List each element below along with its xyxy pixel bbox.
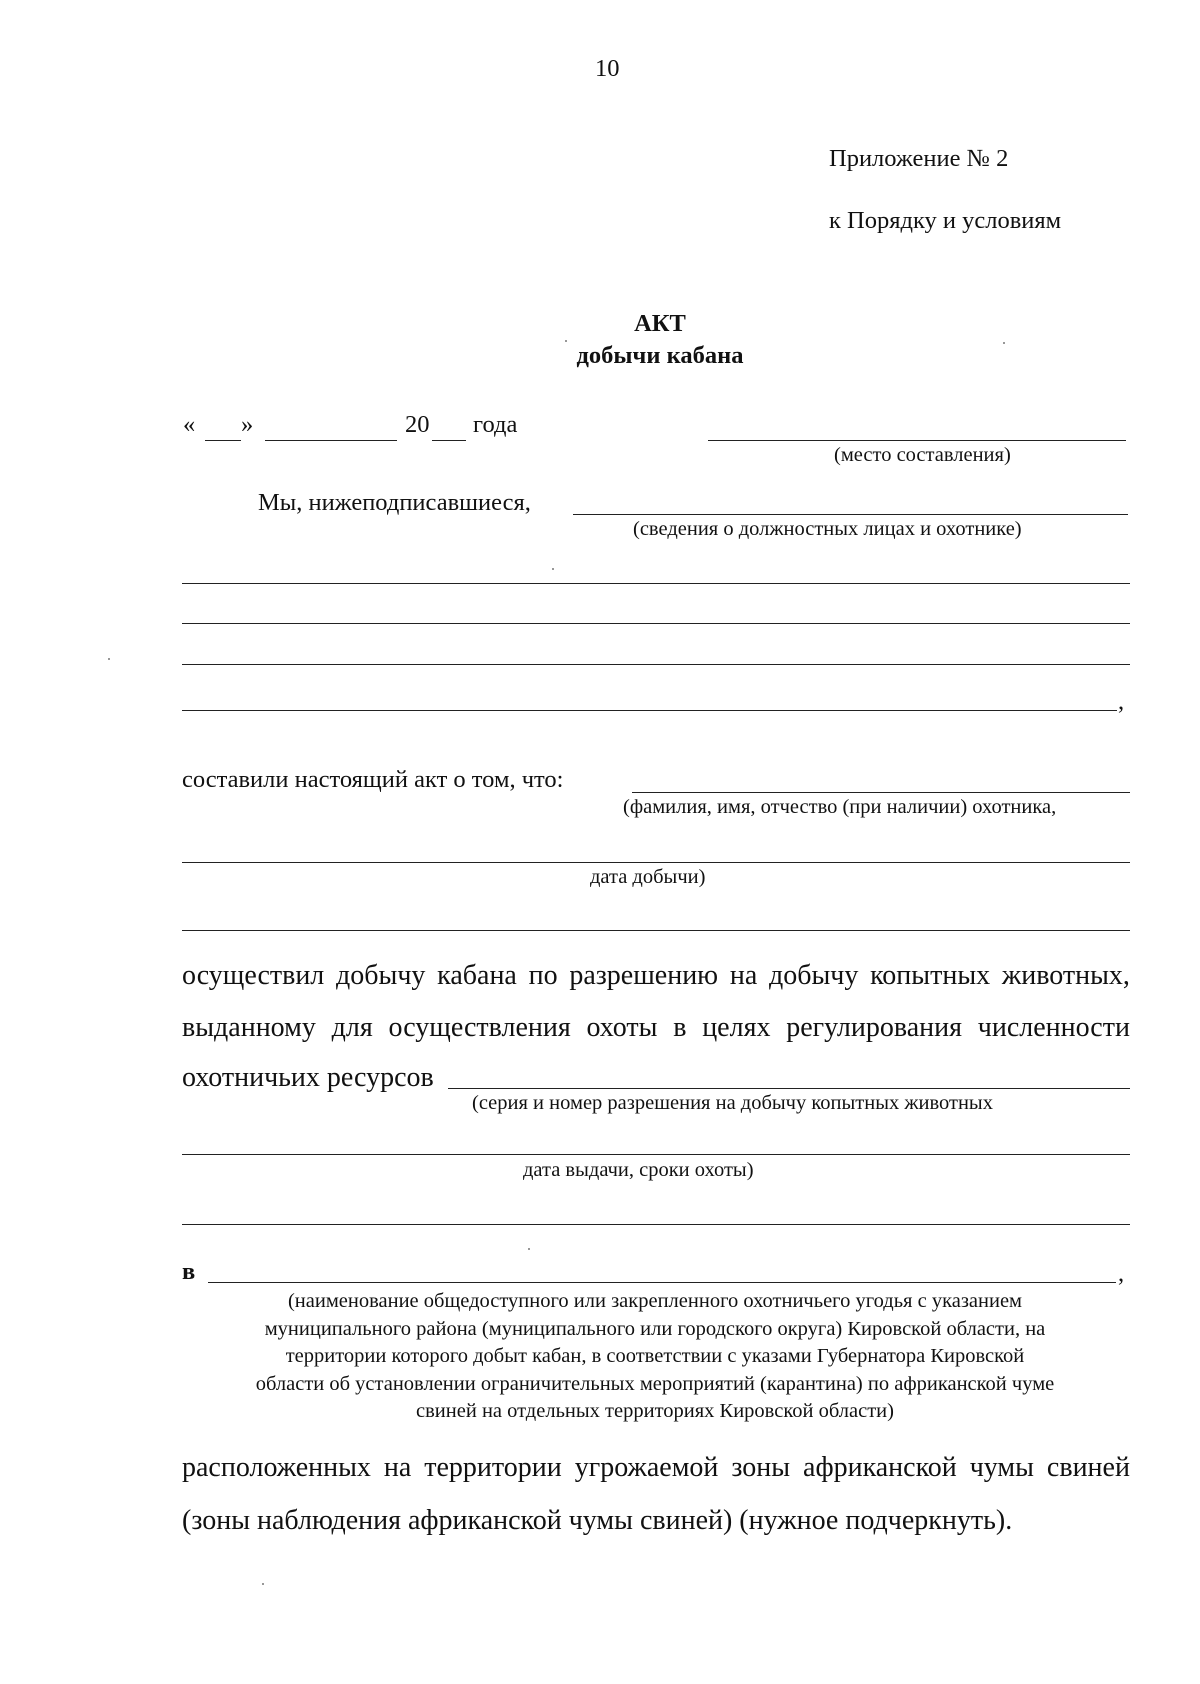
scan-speck — [1003, 342, 1005, 344]
word: добычу — [769, 960, 859, 991]
permit-issue-caption: дата выдачи, сроки охоты) — [523, 1159, 754, 1181]
location-comma: , — [1118, 1260, 1125, 1287]
year-suffix: года — [473, 411, 518, 438]
scan-speck — [528, 1248, 530, 1250]
location-blank-line — [208, 1282, 1116, 1283]
word: выданному — [182, 1012, 316, 1043]
location-caption-line: территории которого добыт кабан, в соответствии с указами Губернатора Кировской — [285, 1345, 1025, 1367]
location-caption-line: (наименование общедоступного или закрепленного охотничьего угодья с указанием — [287, 1290, 1023, 1312]
hunter-blank-line-2 — [182, 862, 1130, 863]
year-prefix: 20 — [405, 411, 430, 438]
act-label: составили настоящий акт о том, что: — [182, 766, 564, 793]
signers-blank-line-4 — [182, 664, 1130, 665]
document-subtitle: добычи кабана — [576, 342, 744, 369]
word: зоны — [731, 1452, 791, 1483]
location-caption-line: муниципального района (муниципального или городского округа) Кировской области, на — [264, 1317, 1046, 1340]
word: угрожаемой — [574, 1452, 719, 1483]
signers-comma: , — [1118, 688, 1125, 715]
word: на — [729, 960, 758, 991]
location-caption-line: свиней на отдельных территориях Кировской области) — [416, 1400, 894, 1422]
signers-label: Мы, нижеподписавшиеся, — [258, 489, 531, 516]
location-prefix: в — [182, 1258, 196, 1285]
signers-blank-line — [573, 514, 1128, 515]
appendix-title: Приложение № 2 — [829, 145, 1009, 172]
permit-blank-line-2 — [182, 1154, 1130, 1155]
word: территории — [424, 1452, 562, 1483]
date-quote-close: » — [241, 411, 254, 438]
permit-blank-line — [448, 1088, 1130, 1089]
word: кабана — [437, 960, 517, 991]
permit-label: охотничьих ресурсов — [182, 1062, 434, 1093]
date-quote-open: « — [183, 411, 196, 438]
place-blank-line — [708, 440, 1126, 441]
signers-blank-line-2 — [182, 583, 1130, 584]
hunter-blank-line-3 — [182, 930, 1130, 931]
scan-speck — [565, 340, 567, 342]
signers-blank-line-3 — [182, 623, 1130, 624]
document-title: АКТ — [634, 310, 686, 337]
scan-speck — [552, 568, 554, 570]
scan-speck — [262, 1583, 264, 1585]
paragraph-permit-line-1 — [182, 960, 1130, 992]
word: добычу — [336, 960, 426, 991]
word: по — [528, 960, 558, 991]
appendix-reference: к Порядку и условиям — [829, 207, 1062, 234]
hunter-caption: (фамилия, имя, отчество (при наличии) охотника, — [623, 796, 1057, 818]
place-caption: (место составления) — [834, 444, 1011, 466]
word: для — [331, 1012, 373, 1043]
word: целях — [702, 1012, 771, 1043]
word: копытных — [870, 960, 991, 991]
paragraph-zone-line-1 — [182, 1452, 1130, 1484]
word: чумы — [969, 1452, 1034, 1483]
location-caption — [170, 1288, 1140, 1426]
year-blank-line — [432, 440, 466, 441]
permit-caption: (серия и номер разрешения на добычу копытных животных — [472, 1092, 993, 1114]
word: африканской — [803, 1452, 957, 1483]
word: осуществил — [182, 960, 325, 991]
paragraph-permit-line-2 — [182, 1012, 1130, 1044]
day-blank-line — [205, 440, 241, 441]
signers-blank-line-5 — [182, 710, 1117, 711]
word: осуществления — [388, 1012, 571, 1043]
word: свиней — [1046, 1452, 1130, 1483]
harvest-date-caption: дата добычи) — [590, 866, 706, 888]
word: животных, — [1001, 960, 1130, 991]
location-caption-line: области об установлении ограничительных мероприятий (карантина) по африканской чуме — [255, 1372, 1055, 1395]
hunter-blank-line — [632, 792, 1130, 793]
page-number: 10 — [595, 55, 620, 82]
paragraph-zone-line-2: (зоны наблюдения африканской чумы свиней) (нужное подчеркнуть). — [182, 1505, 1013, 1536]
word: численности — [977, 1012, 1130, 1043]
month-blank-line — [265, 440, 397, 441]
word: регулирования — [786, 1012, 962, 1043]
word: на — [383, 1452, 412, 1483]
word: разрешению — [569, 960, 719, 991]
word: расположенных — [182, 1452, 371, 1483]
scan-speck — [108, 658, 110, 660]
word: в — [673, 1012, 687, 1043]
signers-caption: (сведения о должностных лицах и охотнике) — [633, 518, 1022, 540]
word: охоты — [586, 1012, 658, 1043]
permit-blank-line-3 — [182, 1224, 1130, 1225]
